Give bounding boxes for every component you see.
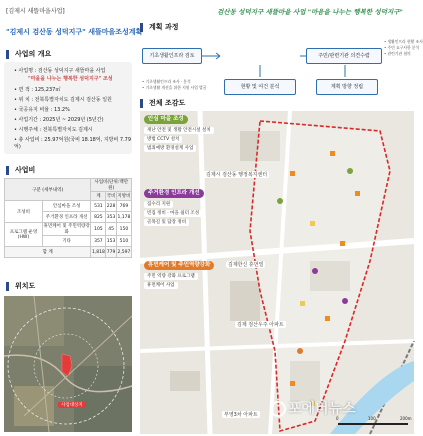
scale-bar: [336, 416, 412, 425]
plan-note: • 관련기관 협의: [384, 51, 411, 56]
plan-step-box: 주민/관련기관 의견수렴: [306, 48, 382, 64]
table-cell: 2,597: [116, 247, 131, 258]
table-cell: 228: [106, 201, 116, 212]
plan-note: • 기초생활 개선을 위한 지원 사업 발굴: [142, 85, 207, 90]
table-cell: 기타: [42, 236, 90, 247]
budget-table: [4, 178, 132, 258]
table-header: 계: [91, 192, 106, 201]
table-cell: 프로그램 운영(HW): [5, 223, 43, 247]
place-label: 김제시 검산동 행정복지센터: [206, 172, 268, 178]
plan-diagram: [140, 35, 423, 97]
overview-line: • 시행주체 : 전북특별자치도 김제시: [14, 127, 93, 133]
breadcrumb: [김제시 새뜰마을사업]: [6, 8, 65, 15]
scale-label: 200m: [400, 416, 412, 421]
plan-note: • 주민 요구사항 분석: [384, 45, 420, 50]
table-cell: 휴먼케어 및 주민역량강화: [43, 224, 90, 235]
watermark: [270, 398, 356, 418]
site-marker-label: 사업대상지: [58, 402, 86, 408]
scale-label: 0: [336, 416, 339, 421]
table-cell: 45: [106, 223, 116, 236]
plan-step-box: 계획 방향 정립: [316, 79, 378, 95]
plan-slogan: 검산동 성덕지구 새뜰마을 사업 "마음을 나누는 행복한 성덕지구": [217, 8, 403, 16]
legend-item: 휴먼케어 사업: [144, 282, 178, 289]
location-map-image: [4, 296, 132, 432]
table-cell: 779: [106, 247, 116, 258]
table-header: 구분 (세부내역): [5, 179, 91, 201]
overview-heading: 사업의 개요: [6, 50, 51, 59]
overview-line: • 사업기간 : 2025년 ~ 2029년 (5년간): [14, 117, 104, 123]
plan-step-box: 기초생활인프라 검토: [142, 48, 202, 64]
page-title: "김제시 검산동 성덕지구" 새뜰마을조성계획: [6, 28, 143, 36]
master-plan-map: [140, 111, 414, 434]
table-cell: 150: [116, 223, 131, 236]
location-map: [4, 296, 132, 432]
overview-slogan: "마을을 나누는 행복한 성덕지구" 조성: [28, 76, 113, 82]
table-cell: 주거환경 인프라 개선: [42, 212, 90, 223]
table-cell: 531: [91, 201, 106, 212]
table-cell: 357: [91, 236, 106, 247]
table-cell: 769: [116, 201, 131, 212]
legend-item: 주민 역량 강화 프로그램: [144, 273, 198, 280]
place-label: 김제 검산우주 아파트: [237, 322, 284, 328]
table-header: 국비: [106, 192, 116, 201]
table-cell: 510: [116, 236, 131, 247]
legend-head: 휴먼케어 및 주민역량강화: [144, 261, 214, 270]
overview-line: • 위 치 : 전북특별자치도 김제시 검산동 일원: [14, 97, 112, 103]
table-cell: 353: [106, 212, 116, 223]
place-label: 김제한신 휴먼빌: [228, 262, 264, 268]
plan-note: • 기초생활인프라 조사 · 분석: [142, 79, 191, 84]
table-cell: 합 계: [5, 247, 91, 258]
legend-head: 주거환경 인프라 개선: [144, 189, 204, 198]
scale-label: 100: [368, 416, 376, 421]
legend-item: 재난 안전 및 생활 안전시설 설치: [144, 127, 214, 134]
table-cell: 1,178: [116, 212, 131, 223]
table-cell: 105: [91, 223, 106, 236]
legend-item: 골목길 및 담장 정비: [144, 219, 189, 226]
overview-line: • 사업명 : 검산동 성덕지구 새뜰마을 사업: [14, 68, 106, 74]
plan-step-box: 현황 및 여건 분석: [224, 79, 296, 95]
plan-heading: 계획 과정: [140, 23, 179, 32]
location-heading: 위치도: [6, 282, 35, 291]
legend-item: 범죄예방 환경설계 사업: [144, 145, 196, 152]
legend-item: 방범 CCTV 설치: [144, 136, 182, 143]
table-cell: 조성비: [5, 201, 43, 223]
master-heading: 전체 조감도: [140, 99, 185, 108]
overview-line: • 면 적 : 125,237㎡: [14, 87, 61, 93]
legend-item: 집수리 지원: [144, 201, 173, 208]
table-cell: 1,818: [91, 247, 106, 258]
table-cell: 153: [106, 236, 116, 247]
watermark-text: 포에버뉴스: [288, 401, 356, 417]
overview-line: • 국공유지 비율 : 13.2%: [14, 107, 70, 113]
legend-head: 안심 마을 조성: [144, 115, 188, 124]
watermark-icon: [270, 401, 286, 417]
table-header: 사업비(단위:백만원): [91, 179, 132, 192]
legend-item: 빈집 정비 · 마을 쉼터 조성: [144, 210, 202, 217]
place-label: 부영3차 아파트: [224, 412, 258, 418]
table-cell: 825: [91, 212, 106, 223]
plan-note: • 생활인프라 현황 조사: [384, 39, 423, 44]
table-row: [5, 223, 132, 236]
table-cell: 안심마을 조성: [42, 201, 90, 212]
table-row: [5, 247, 132, 258]
table-header: 지방비: [116, 192, 131, 201]
overview-line: • 총 사업비 : 25.97억원(국비 18.18억, 지방비 7.79억): [14, 137, 132, 150]
overview-box: [4, 62, 132, 154]
budget-heading: 사업비: [6, 166, 35, 175]
table-row: [5, 201, 132, 212]
